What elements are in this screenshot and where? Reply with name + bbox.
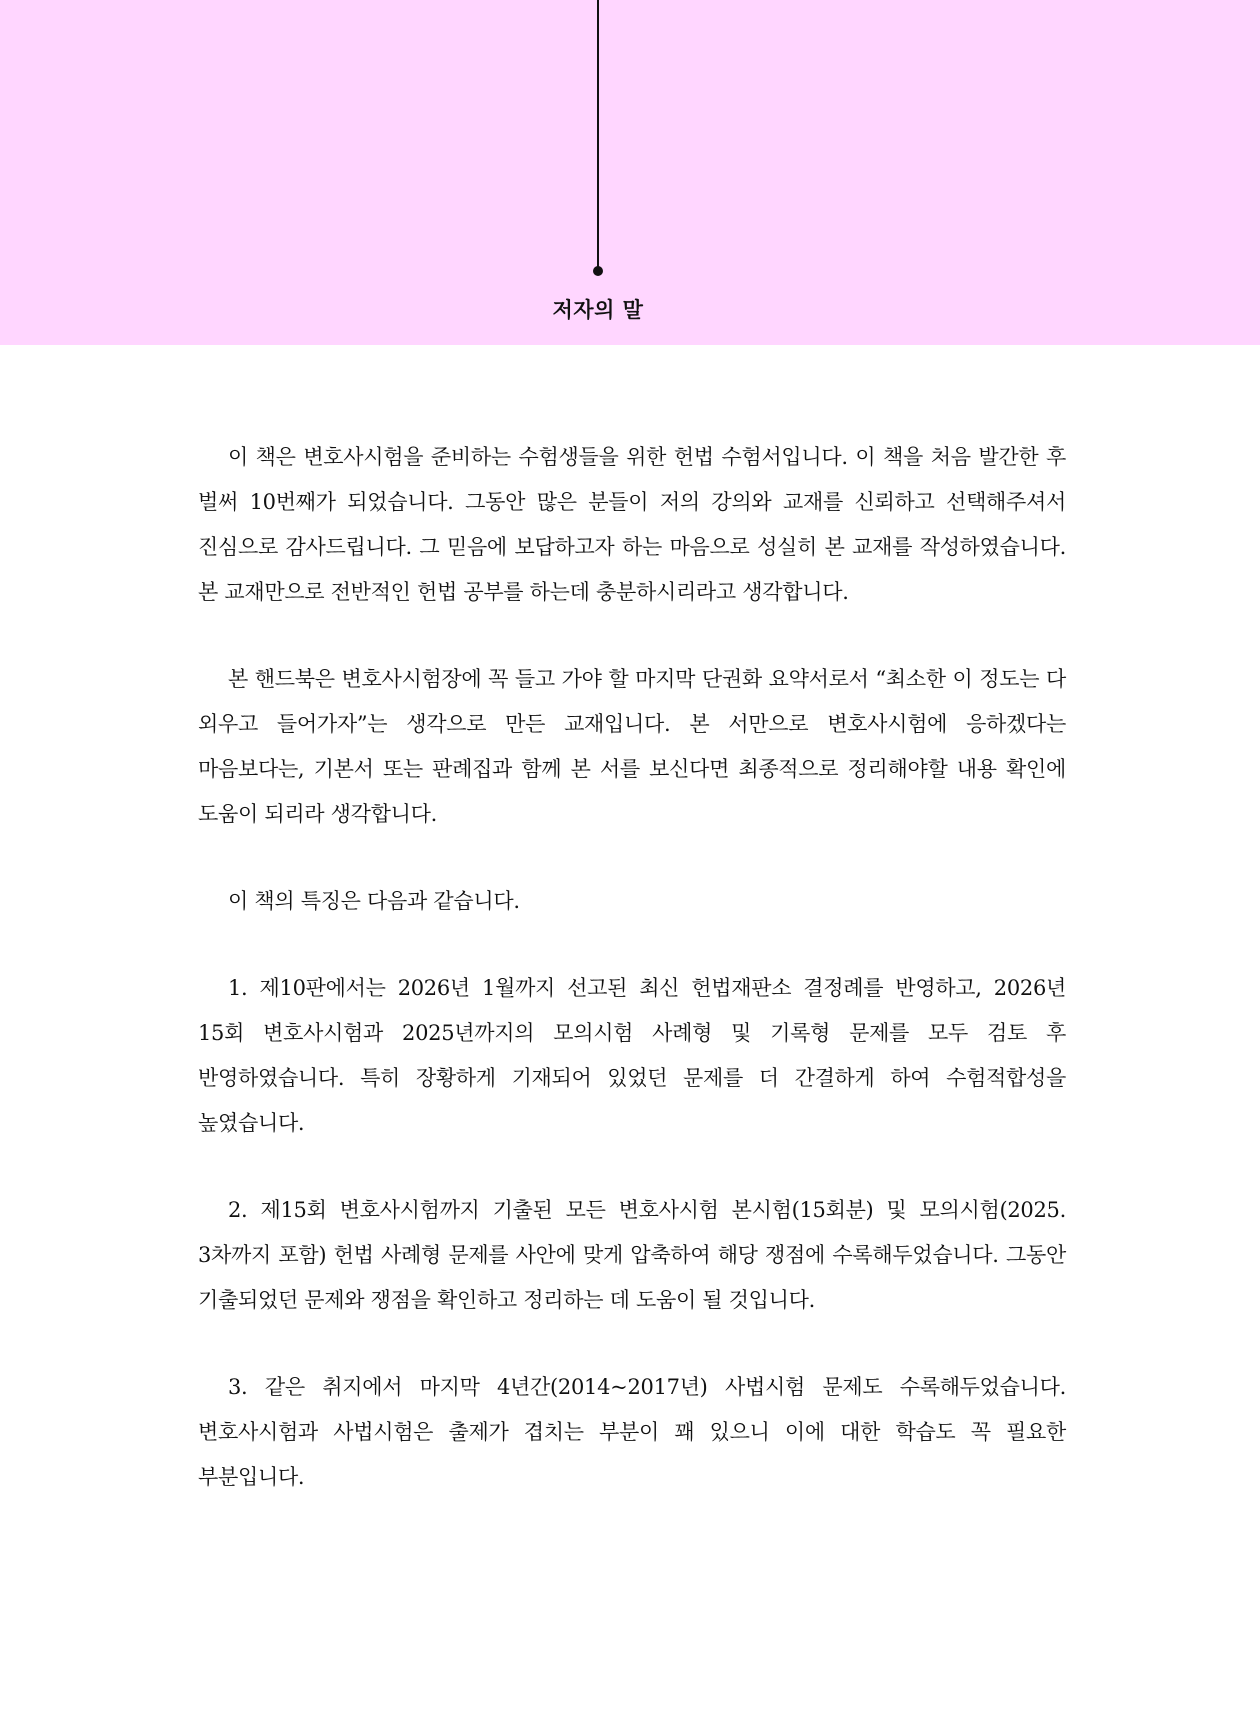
header-band	[0, 0, 1260, 345]
preface-body	[198, 435, 1066, 1542]
header-dot	[593, 266, 603, 276]
paragraph-feature-3: 3. 같은 취지에서 마지막 4년간(2014~2017년) 사법시험 문제도 수록해두었습니다. 변호사시험과 사법시험은 출제가 겹치는 부분이 꽤 있으니 이에 대한 학습도 꼭 필요한 부분입니다.	[198, 1375, 1066, 1489]
paragraph-intro: 이 책은 변호사시험을 준비하는 수험생들을 위한 헌법 수험서입니다. 이 책을 처음 발간한 후 벌써 10번째가 되었습니다. 그동안 많은 분들이 저의 강의와 교재를 신뢰하고 선택해주셔서 진심으로 감사드립니다. 그 믿음에 보답하고자 하는 마음으로 성실히 본 교재를 작성하였습니다. 본 교재만으로 전반적인 헌법 공부를 하는데 충분하시리라고 생각합니다.	[198, 445, 1066, 604]
paragraph-feature-2: 2. 제15회 변호사시험까지 기출된 모든 변호사시험 본시험(15회분) 및 모의시험(2025. 3차까지 포함) 헌법 사례형 문제를 사안에 맞게 압축하여 해당 쟁점에 수록해두었습니다. 그동안 기출되었던 문제와 쟁점을 확인하고 정리하는 데 도움이 될 것입니다.	[198, 1198, 1066, 1312]
paragraph-features-heading: 이 책의 특징은 다음과 같습니다.	[228, 889, 520, 913]
paragraph-feature-1: 1. 제10판에서는 2026년 1월까지 선고된 최신 헌법재판소 결정례를 반영하고, 2026년 15회 변호사시험과 2025년까지의 모의시험 사례형 및 기록형 문제를 모두 검토 후 반영하였습니다. 특히 장황하게 기재되어 있었던 문제를 더 간결하게 하여 수험적합성을 높였습니다.	[198, 976, 1066, 1135]
paragraph-handbook: 본 핸드북은 변호사시험장에 꼭 들고 가야 할 마지막 단권화 요약서로서 “최소한 이 정도는 다 외우고 들어가자”는 생각으로 만든 교재입니다. 본 서만으로 변호사시험에 응하겠다는 마음보다는, 기본서 또는 판례집과 함께 본 서를 보신다면 최종적으로 정리해야할 내용 확인에 도움이 되리라 생각합니다.	[198, 667, 1066, 826]
header-vertical-line	[597, 0, 599, 268]
page-title: 저자의 말	[552, 298, 644, 322]
